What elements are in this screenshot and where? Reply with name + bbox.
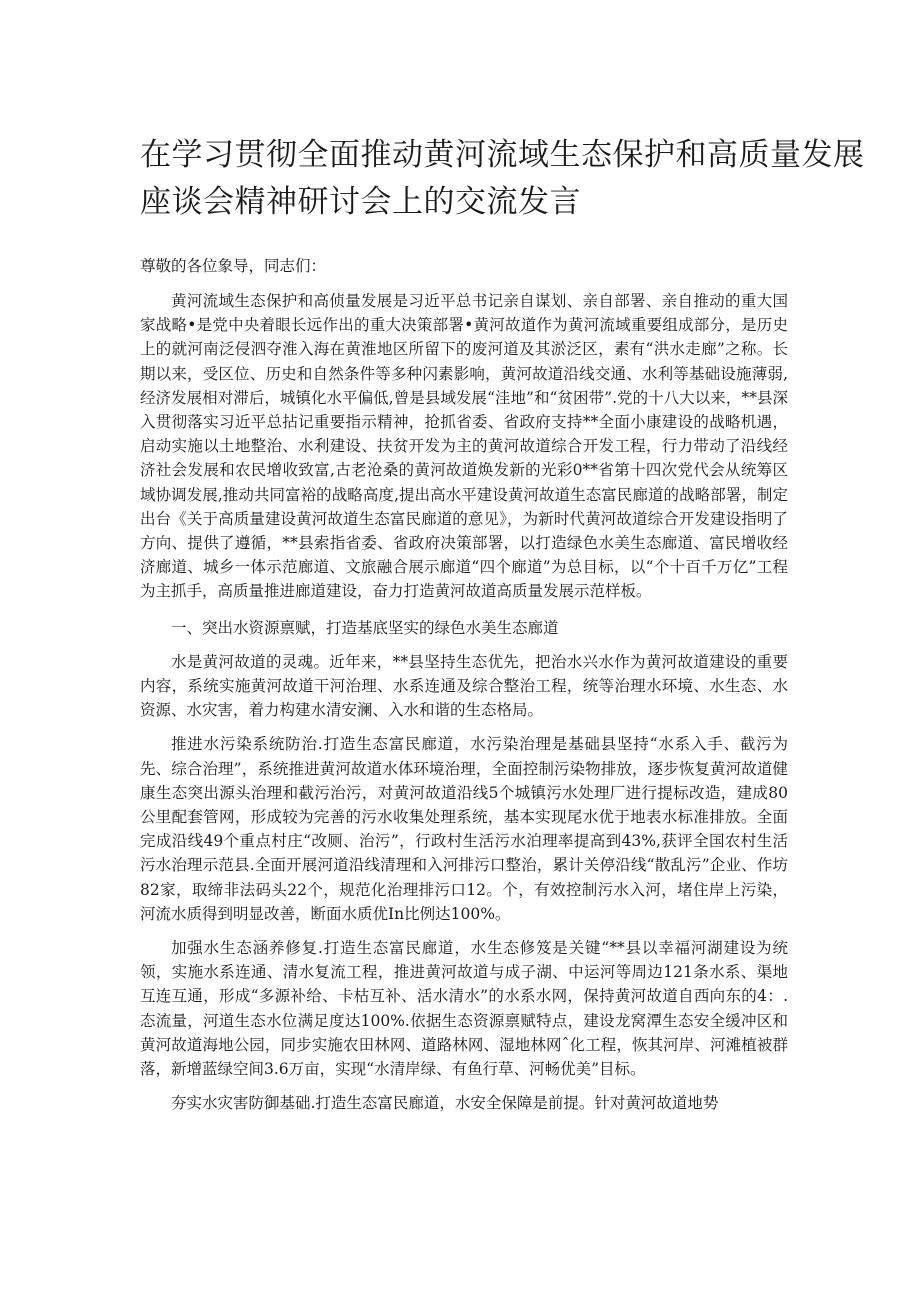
title-line-2: 座谈会精神研讨会上的交流发言	[140, 184, 581, 220]
paragraph-pollution-control: 推进水污染系统防治.打造生态富民廊道，水污染治理是基础县坚持“水系入手、截污为先、综合治理”，系统推进黄河故道水体环境治理，全面控制污染物排放，逐步恢复黄河故道健康生态突出源头治理和截污治污，对黄河故道沿线5个城镇污水处理厂进行提标改造，建成80公里配套管网，形成较为完善的污水收集处理系统，基本实现尾水优于地表水标准排放。全面完成沿线49个重点村庄“改厕、治污”，行政村生活污水泊理率提高到43%,获评全国农村生活污水治理示范县.全面开展河道沿线清理和入河排污口整治，累计关停沿线“散乱污”企业、作坊82家，取缔非法码头22个，规范化治理排污口12。个，有效控制污水入河，堵住岸上污染，河流水质得到明显改善，断面水质优In比例达100%。	[140, 735, 788, 923]
paragraph-water-soul: 水是黄河故道的灵魂。近年来，**县坚持生态优先，把治水兴水作为黄河故道建设的重要内容，系统实施黄河故道干河治理、水系连通及综合整治工程，统等治理水环境、水生态、水资源、水灾害，着力构建水清安澜、入水和谐的生态格局。	[140, 652, 788, 720]
paragraph-disaster-defense: 夯实水灾害防御基础.打造生态富民廊道，水安全保障是前提。针对黄河故道地势	[171, 1094, 719, 1113]
paragraph-ecology-restoration: 加强水生态涵养修复.打造生态富民廊道，水生态修笈是关键“**县以幸福河湖建设为统领，实施水系连通、清水复流工程，推进黄河故道与成子湖、中运河等周边121条水系、渠地互连互通，形成“多源补给、卡枯互补、活水清水”的水系水网，保持黄河故道自西向东的4：.态流量，河道生态水位满足度达100%.依据生态资源禀赋特点，建设龙窝潭生态安全缓冲区和黄河故道海地公园，同步实施农田林网、道路林网、湿地林网ˆ化工程，恢其河岸、河滩植被群落，新增蓝绿空间3.6万亩，实现“水清岸绿、有鱼行草、河畅优美”目标。	[140, 939, 788, 1079]
section-heading: 一、突出水资源禀赋，打造基底坚实的绿色水美生态廊道	[171, 618, 559, 637]
paragraph-intro: 黄河流域生态保护和高侦量发展是习近平总书记亲自谋划、亲自部署、亲自推动的重大国家战略•是党中央着眼长远作出的重大决策部署•黄河故道作为黄河流域重要组成部分，是历史上的就河南泛侵泗夺淮入海在黄淮地区所留下的废河道及其淤泛区，素有“洪水走廊”之称。长期以来，受区位、历史和自然条件等多种闪素影响，黄河故道沿线交通、水利等基础设施薄弱,经济发展相对滞后，城镇化水平偏低,曾是县域发展“洼地”和“贫困带”.党的十八大以来，**县深入贯彻落实习近平总拈记重要指示精神，抢抓省委、省政府支持**全面小康建设的战略机遇，启动实施以土地整治、水利建设、扶贫开发为主的黄河故道综合开发工程，行力带动了沿线经济社会发展和农民增收致富,古老沧桑的黄河故道焕发新的光彩0**省第十四次党代会从统筹区域协调发展,推动共同富裕的战略高度,提出高水平建设黄河故道生态富民廊道的战略部署，制定出台《关于高质量建设黄河故道生态富民廊道的意见》，为新时代黄河故道综合开发建设指明了方向、提供了遵循，**县索指省委、省政府决策部署，以打造绿色水美生态廊道、富民增收经济廊道、城乡一体示范廊道、文旅融合展示廊道“四个廊道”为总目标，以“个十百千万亿”工程为主抓手，高质量推进廊道建设，奋力打造黄河故道高质量发展示范样板。	[140, 292, 788, 601]
title-line-1: 在学习贯彻全面推动黄河流域生态保护和高质量发展	[140, 137, 865, 173]
document-page	[140, 132, 865, 1116]
document-title	[140, 132, 865, 226]
salutation: 尊敬的各位象导，同志们：	[140, 257, 327, 275]
